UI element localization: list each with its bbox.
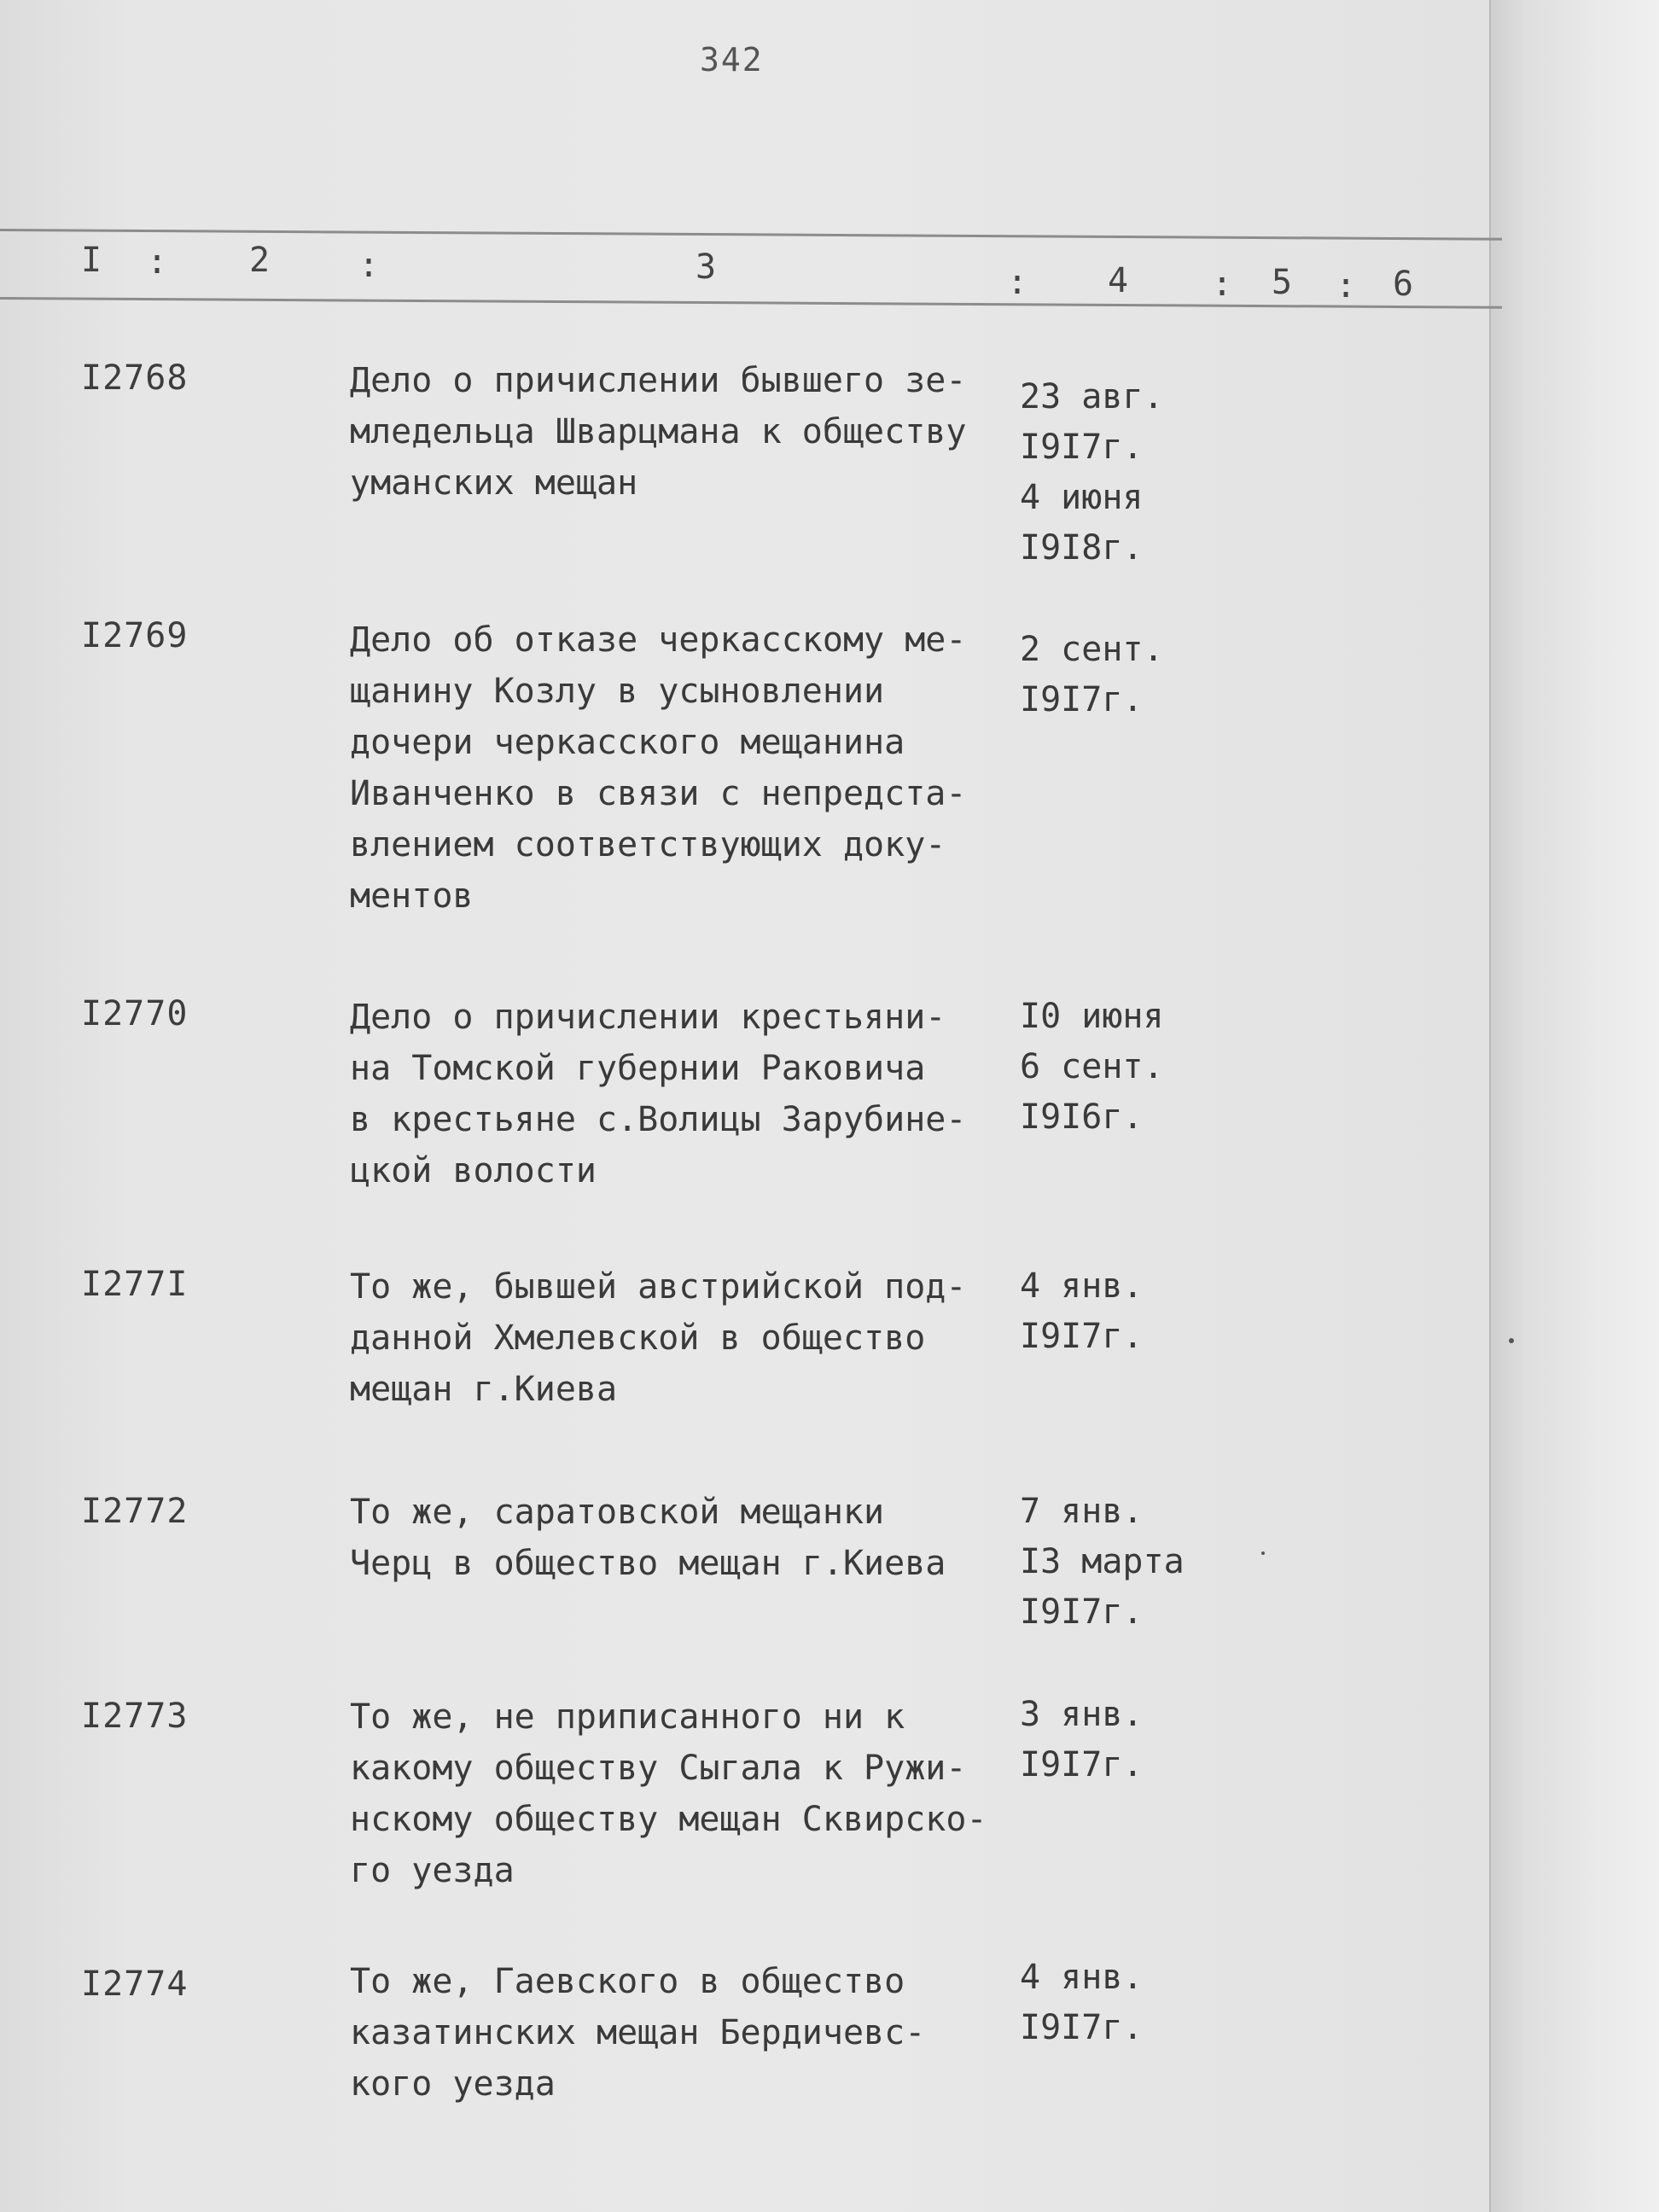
column-number-5: 5 bbox=[1272, 263, 1293, 302]
description-line: То же, саратовской мещанки bbox=[350, 1493, 885, 1532]
description-line: казатинских мещан Бердичевс- bbox=[350, 2013, 926, 2052]
case-number: I2769 bbox=[81, 616, 189, 655]
date-line: I9I7г. bbox=[1020, 1745, 1144, 1784]
date-line: I0 июня bbox=[1020, 997, 1164, 1036]
description-line: дочери черкасского мещанина bbox=[350, 723, 905, 762]
date-line: 4 янв. bbox=[1020, 1958, 1144, 1997]
description-line: данной Хмелевской в общество bbox=[350, 1318, 926, 1358]
case-description bbox=[350, 1487, 1033, 1589]
page-number: 342 bbox=[700, 41, 764, 79]
case-description bbox=[350, 992, 1033, 1196]
case-description bbox=[350, 614, 1033, 922]
case-dates bbox=[1020, 1690, 1216, 1790]
description-line: Дело о причислении крестьяни- bbox=[350, 998, 946, 1037]
date-line: I9I8г. bbox=[1020, 528, 1144, 568]
description-line: Дело о причислении бывшего зе- bbox=[350, 361, 967, 400]
column-separator: : bbox=[1212, 265, 1233, 304]
column-number-1: I bbox=[81, 241, 102, 280]
description-line: цкой волости bbox=[350, 1151, 597, 1190]
description-line: щанину Козлу в усыновлении bbox=[350, 672, 885, 711]
case-number: I2773 bbox=[81, 1697, 189, 1736]
paper-speck bbox=[1509, 1338, 1514, 1343]
column-separator: : bbox=[358, 246, 380, 285]
description-line: Черц в общество мещан г.Киева bbox=[350, 1544, 946, 1583]
description-line: Дело об отказе черкасскому ме- bbox=[350, 620, 967, 660]
header-top-rule bbox=[0, 229, 1502, 241]
case-dates bbox=[1020, 372, 1216, 573]
date-line: I9I7г. bbox=[1020, 1317, 1144, 1356]
case-number: I2774 bbox=[81, 1965, 189, 2004]
case-description bbox=[350, 1691, 1033, 1896]
page-right-margin bbox=[1489, 0, 1659, 2212]
column-number-3: 3 bbox=[696, 247, 717, 287]
column-separator: : bbox=[147, 242, 168, 282]
date-line: 4 янв. bbox=[1020, 1266, 1144, 1306]
date-line: 23 авг. bbox=[1020, 377, 1164, 416]
description-line: какому обществу Сыгала к Ружи- bbox=[350, 1749, 967, 1788]
date-line: 7 янв. bbox=[1020, 1492, 1144, 1531]
column-separator: : bbox=[1336, 266, 1357, 306]
description-line: мещан г.Киева bbox=[350, 1370, 618, 1409]
date-line: I9I6г. bbox=[1020, 1097, 1144, 1137]
description-line: То же, не приписанного ни к bbox=[350, 1697, 905, 1737]
case-dates bbox=[1020, 1487, 1216, 1638]
case-number: I277I bbox=[81, 1265, 189, 1304]
description-line: нскому обществу мещан Сквирско- bbox=[350, 1800, 987, 1839]
description-line: То же, бывшей австрийской под- bbox=[350, 1267, 967, 1307]
description-line: ментов bbox=[350, 876, 474, 916]
case-dates bbox=[1020, 1953, 1216, 2053]
column-number-2: 2 bbox=[249, 241, 271, 280]
paper-speck bbox=[1261, 1551, 1265, 1555]
date-line: 4 июня bbox=[1020, 478, 1144, 517]
case-number: I2772 bbox=[81, 1492, 189, 1531]
case-dates bbox=[1020, 625, 1216, 725]
date-line: 3 янв. bbox=[1020, 1695, 1144, 1734]
description-line: влением соответствующих доку- bbox=[350, 825, 946, 864]
description-line: кого уезда bbox=[350, 2064, 556, 2104]
date-line: I9I7г. bbox=[1020, 680, 1144, 719]
description-line: на Томской губернии Раковича bbox=[350, 1049, 926, 1088]
date-line: I9I7г. bbox=[1020, 1592, 1144, 1632]
date-line: I9I7г. bbox=[1020, 2008, 1144, 2047]
description-line: Иванченко в связи с непредста- bbox=[350, 774, 967, 813]
case-dates bbox=[1020, 1261, 1216, 1362]
case-description bbox=[350, 1956, 1033, 2110]
case-description bbox=[350, 355, 1033, 509]
description-line: То же, Гаевского в общество bbox=[350, 1962, 905, 2001]
date-line: 6 сент. bbox=[1020, 1047, 1164, 1086]
description-line: го уезда bbox=[350, 1851, 515, 1890]
column-separator: : bbox=[1007, 263, 1028, 302]
column-number-6: 6 bbox=[1393, 265, 1414, 304]
description-line: мледельца Шварцмана к обществу bbox=[350, 412, 967, 451]
column-number-4: 4 bbox=[1108, 261, 1129, 300]
case-number: I2770 bbox=[81, 994, 189, 1033]
description-line: в крестьяне с.Волицы Зарубине- bbox=[350, 1100, 967, 1139]
date-line: I9I7г. bbox=[1020, 428, 1144, 467]
date-line: 2 сент. bbox=[1020, 630, 1164, 669]
description-line: уманских мещан bbox=[350, 463, 638, 503]
date-line: I3 марта bbox=[1020, 1542, 1185, 1581]
case-number: I2768 bbox=[81, 358, 189, 398]
case-description bbox=[350, 1261, 1033, 1415]
case-dates bbox=[1020, 992, 1216, 1143]
